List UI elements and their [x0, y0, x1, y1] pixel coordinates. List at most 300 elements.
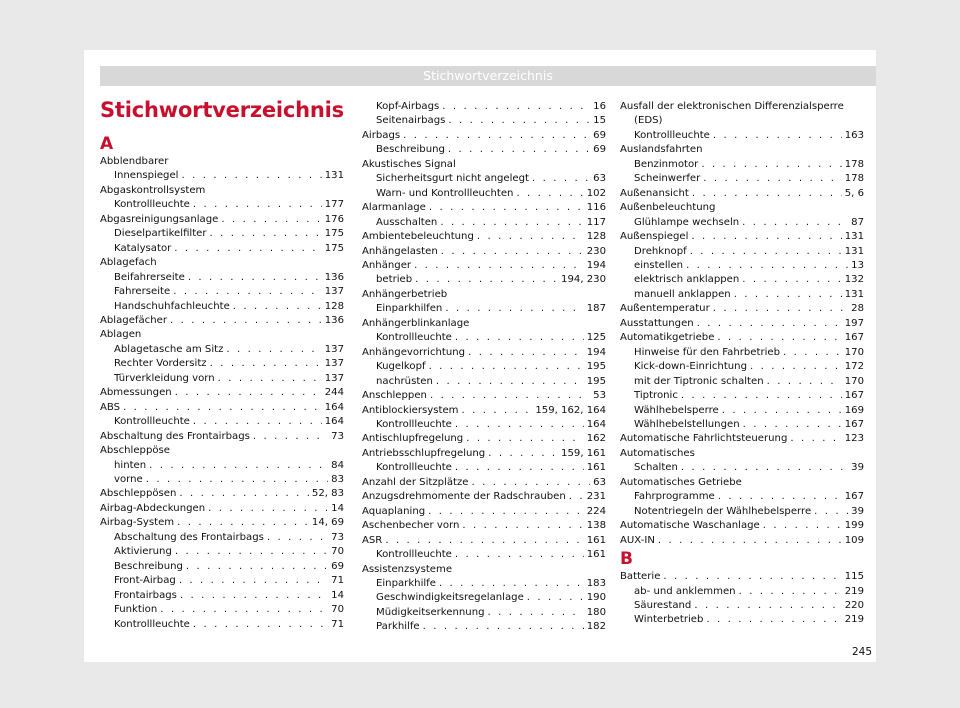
index-heading: Anhängerbetrieb — [362, 288, 448, 300]
index-entry-text: Anhänger — [362, 259, 412, 271]
index-page-ref: 136 — [324, 314, 344, 326]
dot-leader — [439, 577, 584, 591]
dot-leader — [697, 317, 842, 331]
index-entry-text: Kick-down-Einrichtung — [634, 361, 747, 373]
index-entry-text: Beschreibung — [114, 560, 183, 572]
dot-leader — [532, 172, 590, 186]
index-page-ref: 70 — [331, 604, 344, 616]
index-heading: Automatisches Getriebe — [620, 476, 742, 488]
index-page-ref: 71 — [331, 618, 344, 630]
dot-leader — [193, 415, 322, 429]
index-subentry — [620, 375, 864, 389]
index-subentry — [100, 285, 344, 299]
dot-leader — [742, 273, 841, 287]
index-page-ref: 84 — [331, 459, 344, 471]
index-page-ref: 230 — [586, 245, 606, 257]
index-subentry — [620, 245, 864, 259]
index-entry-text: Kontrollleuchte — [114, 416, 190, 428]
index-entry-text: Einparkhilfen — [376, 303, 443, 315]
index-entry-text: Beschreibung — [376, 144, 445, 156]
dot-leader — [415, 273, 558, 287]
index-subentry — [100, 300, 344, 314]
index-entry-text: Parkhilfe — [376, 621, 420, 633]
index-page-ref: 115 — [844, 571, 864, 583]
index-subentry — [100, 372, 344, 386]
dot-leader — [658, 534, 842, 548]
index-page-ref: 164 — [324, 416, 344, 428]
index-entry-text: ASR — [362, 534, 383, 546]
index-subentry — [100, 169, 344, 183]
index-subentry — [620, 216, 864, 230]
index-page-ref: 63 — [593, 173, 606, 185]
index-entry-text: Aktivierung — [114, 546, 172, 558]
index-page-ref: 159, 162, 164 — [535, 404, 606, 416]
index-entry-text: Automatikgetriebe — [620, 332, 715, 344]
index-page-ref: 167 — [844, 332, 864, 344]
index-entry-text: Kontrollleuchte — [114, 618, 190, 630]
index-subentry — [362, 375, 606, 389]
dot-leader — [188, 271, 322, 285]
index-entry-text: Ablagefächer — [100, 314, 167, 326]
index-page-ref: 102 — [586, 187, 606, 199]
index-subentry — [362, 461, 606, 475]
index-page-ref: 138 — [586, 520, 606, 532]
index-page-ref: 219 — [844, 585, 864, 597]
index-entry-text: Dieselpartikelfilter — [114, 228, 207, 240]
index-page-ref: 137 — [324, 343, 344, 355]
index-heading: Abgaskontrollsystem — [100, 184, 206, 196]
index-page-ref: 220 — [844, 599, 864, 611]
index-entry-text: Säurestand — [634, 599, 692, 611]
index-page-ref: 87 — [851, 216, 864, 228]
index-entry-text: Airbag-Abdeckungen — [100, 502, 206, 514]
index-entry — [362, 201, 606, 215]
dot-leader — [477, 230, 584, 244]
index-subentry — [100, 545, 344, 559]
index-entry-text: Katalysator — [114, 242, 172, 254]
dot-leader — [681, 389, 842, 403]
index-heading: Abschleppöse — [100, 445, 170, 457]
index-entry-text: einstellen — [634, 259, 684, 271]
index-subentry — [100, 589, 344, 603]
dot-leader — [713, 129, 842, 143]
dot-leader — [488, 606, 584, 620]
dot-leader — [173, 285, 322, 299]
index-subentry — [362, 331, 606, 345]
index-entry-text: vorne — [114, 473, 143, 485]
dot-leader — [743, 418, 842, 432]
dot-leader — [681, 461, 848, 475]
index-entry-text: Funktion — [114, 604, 158, 616]
dot-leader — [423, 620, 584, 634]
dot-leader — [149, 459, 328, 473]
index-subentry — [100, 343, 344, 357]
index-subentry — [100, 618, 344, 632]
index-entry-text: Kontrollleuchte — [376, 332, 452, 344]
index-entry-text: Abschaltung des Frontairbags — [114, 531, 264, 543]
index-entry-text: Scheinwerfer — [634, 173, 701, 185]
index-entry-text: nachrüsten — [376, 375, 433, 387]
dot-leader — [175, 545, 328, 559]
index-heading: Ablagen — [100, 329, 142, 341]
index-page-ref: 137 — [324, 358, 344, 370]
dot-leader — [210, 357, 322, 371]
dot-leader — [448, 114, 590, 128]
dot-leader — [455, 418, 584, 432]
dot-leader — [455, 548, 584, 562]
index-subentry — [620, 346, 864, 360]
dot-leader — [385, 534, 583, 548]
dot-leader — [713, 302, 848, 316]
index-subentry — [620, 404, 864, 418]
index-page-ref: 73 — [331, 430, 344, 442]
index-page-ref: 53 — [593, 390, 606, 402]
index-letter: A — [100, 134, 114, 154]
index-page-ref: 178 — [844, 158, 864, 170]
index-entry-text: Türverkleidung vorn — [114, 372, 215, 384]
index-entry — [362, 259, 606, 273]
index-entry-text: mit der Tiptronic schalten — [634, 375, 764, 387]
index-entry — [100, 430, 344, 444]
index-page-ref: 244 — [324, 387, 344, 399]
dot-leader — [177, 516, 309, 530]
index-page-ref: 52, 83 — [311, 488, 344, 500]
dot-leader — [208, 502, 328, 516]
index-entry-text: Glühlampe wechseln — [634, 216, 740, 228]
dot-leader — [527, 591, 584, 605]
dot-leader — [750, 360, 842, 374]
index-page-ref: 163 — [844, 129, 864, 141]
index-entry-text: Drehknopf — [634, 245, 687, 257]
index-page-ref: 69 — [593, 129, 606, 141]
dot-leader — [170, 314, 322, 328]
index-subentry — [620, 158, 864, 172]
dot-leader — [718, 490, 842, 504]
index-entry-text: Sicherheitsgurt nicht angelegt — [376, 173, 529, 185]
index-page-ref: 73 — [331, 531, 344, 543]
index-subentry — [362, 172, 606, 186]
index-page-ref: 194 — [586, 346, 606, 358]
dot-leader — [717, 331, 841, 345]
index-page-ref: 70 — [331, 546, 344, 558]
dot-leader — [663, 570, 841, 584]
index-page-ref: 167 — [844, 418, 864, 430]
index-entry-text: Ambientebeleuchtung — [362, 231, 474, 243]
index-entry — [362, 404, 606, 418]
index-page-ref: 13 — [851, 259, 864, 271]
index-heading: Assistenzsysteme — [362, 563, 453, 575]
dot-leader — [226, 343, 321, 357]
index-subentry — [620, 360, 864, 374]
dot-leader — [210, 227, 322, 241]
index-subentry — [620, 599, 864, 613]
dot-leader — [442, 100, 590, 114]
index-entry — [100, 502, 344, 516]
dot-leader — [193, 198, 322, 212]
index-subentry — [620, 172, 864, 186]
index-entry-text: Wählhebelsperre — [634, 404, 719, 416]
index-page-ref: 167 — [844, 390, 864, 402]
index-page-ref: 180 — [586, 606, 606, 618]
index-page-ref: 194, 230 — [561, 274, 606, 286]
index-page-ref: 175 — [324, 242, 344, 254]
index-column-3 — [620, 100, 864, 628]
index-entry — [362, 490, 606, 504]
index-page-ref: 194 — [586, 259, 606, 271]
index-entry — [620, 317, 864, 331]
index-page-ref: 182 — [586, 621, 606, 633]
index-entry-text: Beifahrerseite — [114, 271, 185, 283]
index-page-ref: 69 — [331, 560, 344, 572]
index-page-ref: 187 — [586, 303, 606, 315]
index-subentry — [362, 143, 606, 157]
index-entry-text: Kugelkopf — [376, 361, 426, 373]
dot-leader — [739, 585, 842, 599]
index-page-ref: 123 — [844, 433, 864, 445]
index-heading: Akustisches Signal — [362, 158, 456, 170]
index-entry — [620, 187, 864, 201]
index-entry-text: Einparkhilfe — [376, 577, 436, 589]
index-page-ref: 161 — [586, 534, 606, 546]
index-entry — [100, 487, 344, 501]
index-page-ref: 14 — [331, 502, 344, 514]
index-subentry — [100, 415, 344, 429]
index-entry-text: Front-Airbag — [114, 575, 176, 587]
index-entry — [620, 302, 864, 316]
index-subentry — [100, 198, 344, 212]
dot-leader — [516, 187, 583, 201]
index-subentry — [362, 591, 606, 605]
index-page-ref: 162 — [586, 433, 606, 445]
index-subentry — [100, 459, 344, 473]
dot-leader — [701, 158, 841, 172]
index-page-ref: 137 — [324, 286, 344, 298]
index-entry-text: manuell anklappen — [634, 288, 731, 300]
index-entry-text: Benzinmotor — [634, 158, 699, 170]
index-subentry — [100, 603, 344, 617]
index-entry-text: betrieb — [376, 274, 413, 286]
index-subentry — [362, 577, 606, 591]
dot-leader — [146, 473, 328, 487]
index-entry — [362, 505, 606, 519]
index-entry-text: Aschenbecher vorn — [362, 520, 460, 532]
index-subentry — [362, 418, 606, 432]
index-page-ref: 131 — [844, 288, 864, 300]
index-entry — [620, 519, 864, 533]
index-page-ref: 131 — [324, 170, 344, 182]
index-entry — [100, 213, 344, 227]
index-heading: Ausfall der elektronischen Differenzialsperre — [620, 101, 844, 112]
index-entry-text: Airbags — [362, 129, 401, 141]
index-entry-text: ab- und anklemmen — [634, 585, 736, 597]
index-page-ref: 116 — [586, 202, 606, 214]
index-page-ref: 190 — [586, 592, 606, 604]
dot-leader — [488, 447, 558, 461]
index-column-2 — [362, 100, 606, 635]
index-page-ref: 164 — [324, 401, 344, 413]
index-entry — [620, 570, 864, 584]
dot-leader — [445, 302, 583, 316]
dot-leader — [436, 375, 584, 389]
index-subentry — [362, 216, 606, 230]
index-entry — [620, 331, 864, 345]
index-subentry — [362, 114, 606, 128]
index-page-ref: 161 — [586, 549, 606, 561]
index-page-ref: 170 — [844, 375, 864, 387]
index-page-ref: 14 — [331, 589, 344, 601]
index-page-ref: 117 — [586, 216, 606, 228]
dot-leader — [440, 216, 583, 230]
dot-leader — [179, 574, 328, 588]
dot-leader — [429, 201, 584, 215]
index-subentry — [362, 620, 606, 634]
index-page-ref: 176 — [324, 213, 344, 225]
index-entry — [362, 519, 606, 533]
index-entry-text: Seitenairbags — [376, 115, 446, 127]
dot-leader — [123, 401, 322, 415]
index-subentry — [620, 418, 864, 432]
index-page-ref: 5, 6 — [844, 187, 864, 199]
index-page-ref: 167 — [844, 491, 864, 503]
index-entry-text: Winterbetrieb — [634, 614, 704, 626]
index-subentry — [620, 585, 864, 599]
index-subentry — [620, 505, 864, 519]
index-subentry — [620, 461, 864, 475]
index-entry-text: Aquaplaning — [362, 505, 426, 517]
index-entry-text: Schalten — [634, 462, 678, 474]
index-page-ref: 28 — [851, 303, 864, 315]
index-letter: B — [620, 549, 633, 570]
index-subentry — [620, 129, 864, 143]
index-entry-text: Anhängelasten — [362, 245, 438, 257]
dot-leader — [767, 375, 842, 389]
page-number: 245 — [852, 646, 873, 658]
dot-leader — [734, 288, 842, 302]
index-page-ref: 231 — [586, 491, 606, 503]
index-entry-text: Hinweise für den Fahrbetrieb — [634, 346, 781, 358]
index-page-ref: 69 — [593, 144, 606, 156]
index-entry-text: Ablagetasche am Sitz — [114, 343, 224, 355]
index-entry-text: Notentriegeln der Wählhebelsperre — [634, 505, 812, 517]
index-entry-text: ABS — [100, 401, 121, 413]
index-entry — [362, 129, 606, 143]
dot-leader — [180, 589, 328, 603]
dot-leader — [175, 386, 322, 400]
dot-leader — [455, 331, 584, 345]
index-page-ref: 39 — [851, 505, 864, 517]
index-page-ref: 164 — [586, 418, 606, 430]
index-entry-text: Kontrollleuchte — [376, 418, 452, 430]
index-subentry — [100, 531, 344, 545]
dot-leader — [429, 360, 584, 374]
index-page-ref: 128 — [324, 300, 344, 312]
index-page-ref: 63 — [593, 476, 606, 488]
index-entry-text: Fahrprogramme — [634, 491, 715, 503]
dot-leader — [569, 490, 584, 504]
index-entry — [620, 432, 864, 446]
index-subentry — [362, 100, 606, 114]
dot-leader — [703, 172, 841, 186]
index-entry-text: Müdigkeitserkennung — [376, 606, 485, 618]
index-entry-text: Fahrerseite — [114, 286, 171, 298]
index-entry — [620, 230, 864, 244]
index-entry-text: Kontrollleuchte — [114, 199, 190, 211]
index-entry-text: Abschaltung des Frontairbags — [100, 430, 250, 442]
index-page-ref: 39 — [851, 462, 864, 474]
dot-leader — [742, 216, 848, 230]
dot-leader — [706, 613, 841, 627]
dot-leader — [267, 531, 328, 545]
dot-leader — [253, 430, 328, 444]
index-page-ref: 199 — [844, 520, 864, 532]
index-subentry — [100, 242, 344, 256]
index-entry-text: Ausschalten — [376, 216, 438, 228]
dot-leader — [462, 404, 533, 418]
index-page-ref: 219 — [844, 614, 864, 626]
index-entry-text: Anzahl der Sitzplätze — [362, 476, 469, 488]
index-entry-text: Batterie — [620, 571, 661, 583]
index-entry — [362, 389, 606, 403]
index-entry — [100, 314, 344, 328]
index-page-ref: 195 — [586, 375, 606, 387]
index-entry-text: Innenspiegel — [114, 170, 179, 182]
index-entry-text: Antiblockiersystem — [362, 404, 459, 416]
dot-leader — [692, 187, 842, 201]
dot-leader — [181, 169, 321, 183]
dot-leader — [814, 505, 848, 519]
index-page-ref: 183 — [586, 577, 606, 589]
index-entry-text: Alarmanlage — [362, 202, 426, 214]
index-subentry — [100, 227, 344, 241]
index-page-ref: 109 — [844, 534, 864, 546]
index-entry-text: Anschleppen — [362, 390, 427, 402]
dot-leader — [174, 242, 321, 256]
dot-leader — [218, 372, 322, 386]
index-page-ref: 178 — [844, 173, 864, 185]
index-entry-text: Tiptronic — [634, 390, 678, 402]
dot-leader — [414, 259, 584, 273]
dot-leader — [763, 519, 842, 533]
index-page-ref: 172 — [844, 361, 864, 373]
dot-leader — [221, 213, 321, 227]
index-entry-text: Geschwindigkeitsregelanlage — [376, 592, 524, 604]
index-entry — [362, 245, 606, 259]
index-page-ref: 125 — [586, 332, 606, 344]
dot-leader — [403, 129, 590, 143]
dot-leader — [783, 346, 842, 360]
index-heading: Auslandsfahrten — [620, 144, 703, 156]
dot-leader — [472, 476, 591, 490]
index-subentry — [620, 613, 864, 627]
index-page-ref: 175 — [324, 228, 344, 240]
index-entry-text: Anhängevorrichtung — [362, 346, 466, 358]
index-entry — [100, 516, 344, 530]
index-entry-text: Außenspiegel — [620, 231, 689, 243]
page-title: Stichwortverzeichnis — [100, 98, 344, 122]
index-entry-text: Airbag-System — [100, 517, 175, 529]
index-column-1 — [100, 133, 344, 632]
index-page-ref: 177 — [324, 199, 344, 211]
index-entry-text: Rechter Vordersitz — [114, 358, 207, 370]
index-entry-text: Abmessungen — [100, 387, 172, 399]
index-entry-text: Anzugsdrehmomente der Radschrauben — [362, 491, 566, 503]
index-subentry — [620, 273, 864, 287]
index-entry-text: Kontrollleuchte — [634, 129, 710, 141]
index-page-ref: 195 — [586, 361, 606, 373]
index-entry-text: Antriebsschlupfregelung — [362, 447, 486, 459]
index-page-ref: 132 — [844, 274, 864, 286]
index-heading: Abblendbarer — [100, 156, 169, 167]
